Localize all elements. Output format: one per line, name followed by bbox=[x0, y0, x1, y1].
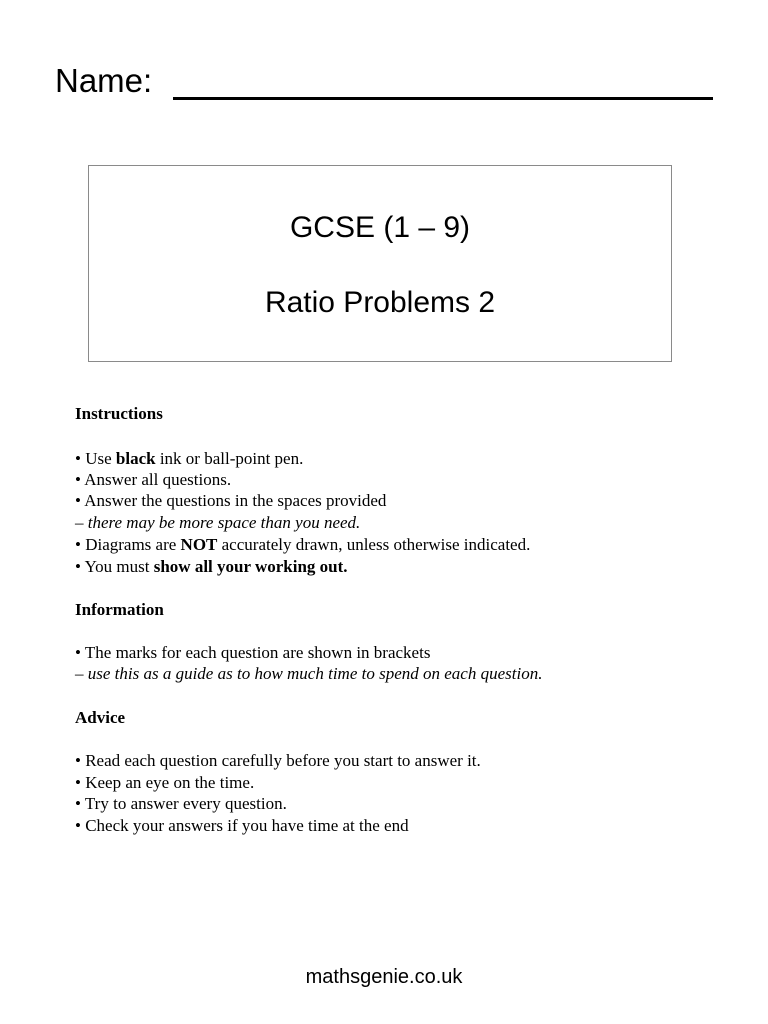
instruction-item: • Diagrams are NOT accurately drawn, unless otherwise indicated. bbox=[75, 535, 531, 554]
qualification-title: GCSE (1 – 9) bbox=[289, 211, 471, 244]
name-underline[interactable] bbox=[173, 97, 713, 100]
instruction-note: – there may be more space than you need. bbox=[75, 513, 361, 532]
instructions-heading: Instructions bbox=[75, 404, 163, 423]
advice-heading: Advice bbox=[75, 708, 126, 727]
information-heading: Information bbox=[75, 600, 164, 619]
worksheet-title: Ratio Problems 2 bbox=[264, 286, 496, 319]
instruction-item: • Answer all questions. bbox=[75, 470, 232, 489]
instruction-item: • You must show all your working out. bbox=[75, 557, 348, 576]
title-box bbox=[88, 165, 672, 362]
name-label: Name: bbox=[55, 62, 153, 99]
instruction-item: • Use black ink or ball-point pen. bbox=[75, 449, 304, 468]
instruction-item: • Answer the questions in the spaces provided bbox=[75, 491, 387, 510]
name-field bbox=[55, 58, 715, 104]
advice-item: • Check your answers if you have time at the end bbox=[75, 816, 409, 835]
footer-site: mathsgenie.co.uk bbox=[305, 966, 463, 988]
advice-item: • Read each question carefully before you start to answer it. bbox=[75, 751, 481, 770]
information-item: • The marks for each question are shown in brackets bbox=[75, 643, 431, 662]
advice-item: • Try to answer every question. bbox=[75, 794, 287, 813]
information-note: – use this as a guide as to how much time to spend on each question. bbox=[75, 664, 543, 683]
advice-item: • Keep an eye on the time. bbox=[75, 773, 255, 792]
